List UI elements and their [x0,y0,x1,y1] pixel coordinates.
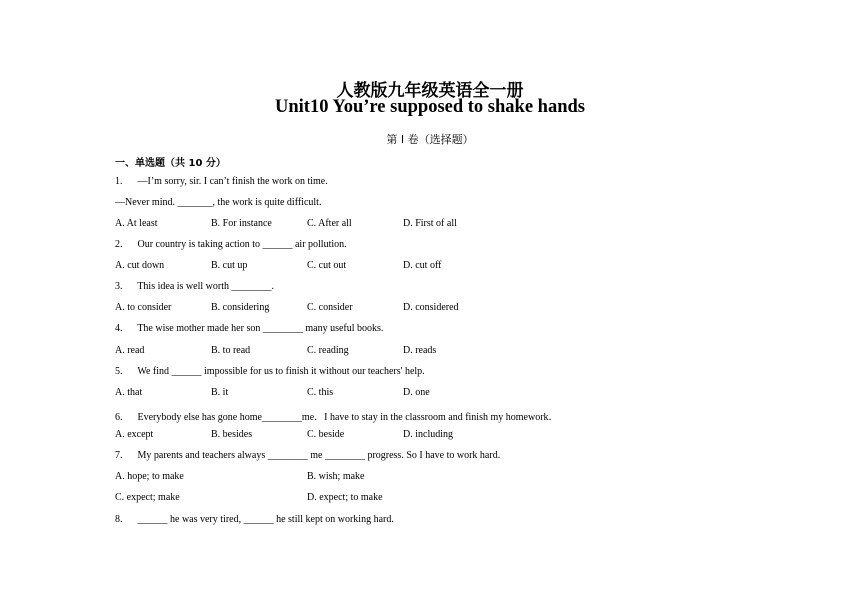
question-1-dialog-line: —Never mind. _______, the work is quite difficult. [115,197,322,208]
option-c[interactable]: C. expect; make [115,492,180,503]
question-number: 6. [115,412,123,423]
option-a[interactable]: A. hope; to make [115,471,184,482]
option-b[interactable]: B. to read [211,345,251,356]
option-a[interactable]: A. to consider [115,302,172,313]
question-7 [115,450,500,461]
section-heading: 一、单选题（共 10 分） [115,158,226,169]
option-d[interactable]: D. expect; to make [307,492,383,503]
option-c[interactable]: C. reading [307,345,349,356]
question-8 [115,514,394,525]
option-d[interactable]: D. First of all [403,218,457,229]
question-stem: We find ______ impossible for us to finish it without our teachers' help. [137,366,425,377]
question-stem: This idea is well worth ________. [137,281,274,292]
question-1 [115,176,328,187]
volume-heading: 第 I 卷（选择题） [386,133,474,146]
document-title-english: Unit10 You’re supposed to shake hands [275,97,585,117]
question-number: 3. [115,281,123,292]
option-d[interactable]: D. one [403,387,430,398]
question-stem: My parents and teachers always ________ me ________ progress. So I have to work hard. [137,450,501,461]
option-b[interactable]: B. considering [211,302,270,313]
option-d[interactable]: D. including [403,429,453,440]
option-c[interactable]: C. beside [307,429,345,440]
document-title-chinese: 人教版九年级英语全一册 [336,81,524,101]
question-3 [115,281,274,292]
option-c[interactable]: C. cut out [307,260,347,271]
question-6 [115,408,559,423]
option-c[interactable]: C. After all [307,218,352,229]
option-a[interactable]: A. except [115,429,154,440]
question-number: 4. [115,323,123,334]
option-d[interactable]: D. reads [403,345,437,356]
option-b[interactable]: B. wish; make [307,471,365,482]
question-2 [115,239,347,250]
question-stem: Everybody else has gone home________me．I have to stay in the classroom and finish my homework． [137,412,559,423]
option-c[interactable]: C. this [307,387,334,398]
option-c[interactable]: C. consider [307,302,353,313]
question-4 [115,323,383,334]
question-5 [115,366,425,377]
option-d[interactable]: D. considered [403,302,459,313]
option-b[interactable]: B. besides [211,429,253,440]
option-a[interactable]: A. that [115,387,143,398]
option-b[interactable]: B. it [211,387,229,398]
question-stem: Our country is taking action to ______ air pollution. [137,239,347,250]
option-b[interactable]: B. cut up [211,260,248,271]
question-number: 5. [115,366,123,377]
option-a[interactable]: A. read [115,345,145,356]
question-number: 8. [115,514,123,525]
question-stem: The wise mother made her son ________ many useful books. [137,323,384,334]
option-d[interactable]: D. cut off [403,260,442,271]
question-number: 7. [115,450,123,461]
question-stem: ______ he was very tired, ______ he still kept on working hard. [137,514,394,525]
option-a[interactable]: A. At least [115,218,158,229]
option-b[interactable]: B. For instance [211,218,272,229]
question-number: 2. [115,239,123,250]
option-a[interactable]: A. cut down [115,260,165,271]
question-stem: —I’m sorry, sir. I can’t finish the work on time. [137,176,328,187]
question-number: 1. [115,176,123,187]
